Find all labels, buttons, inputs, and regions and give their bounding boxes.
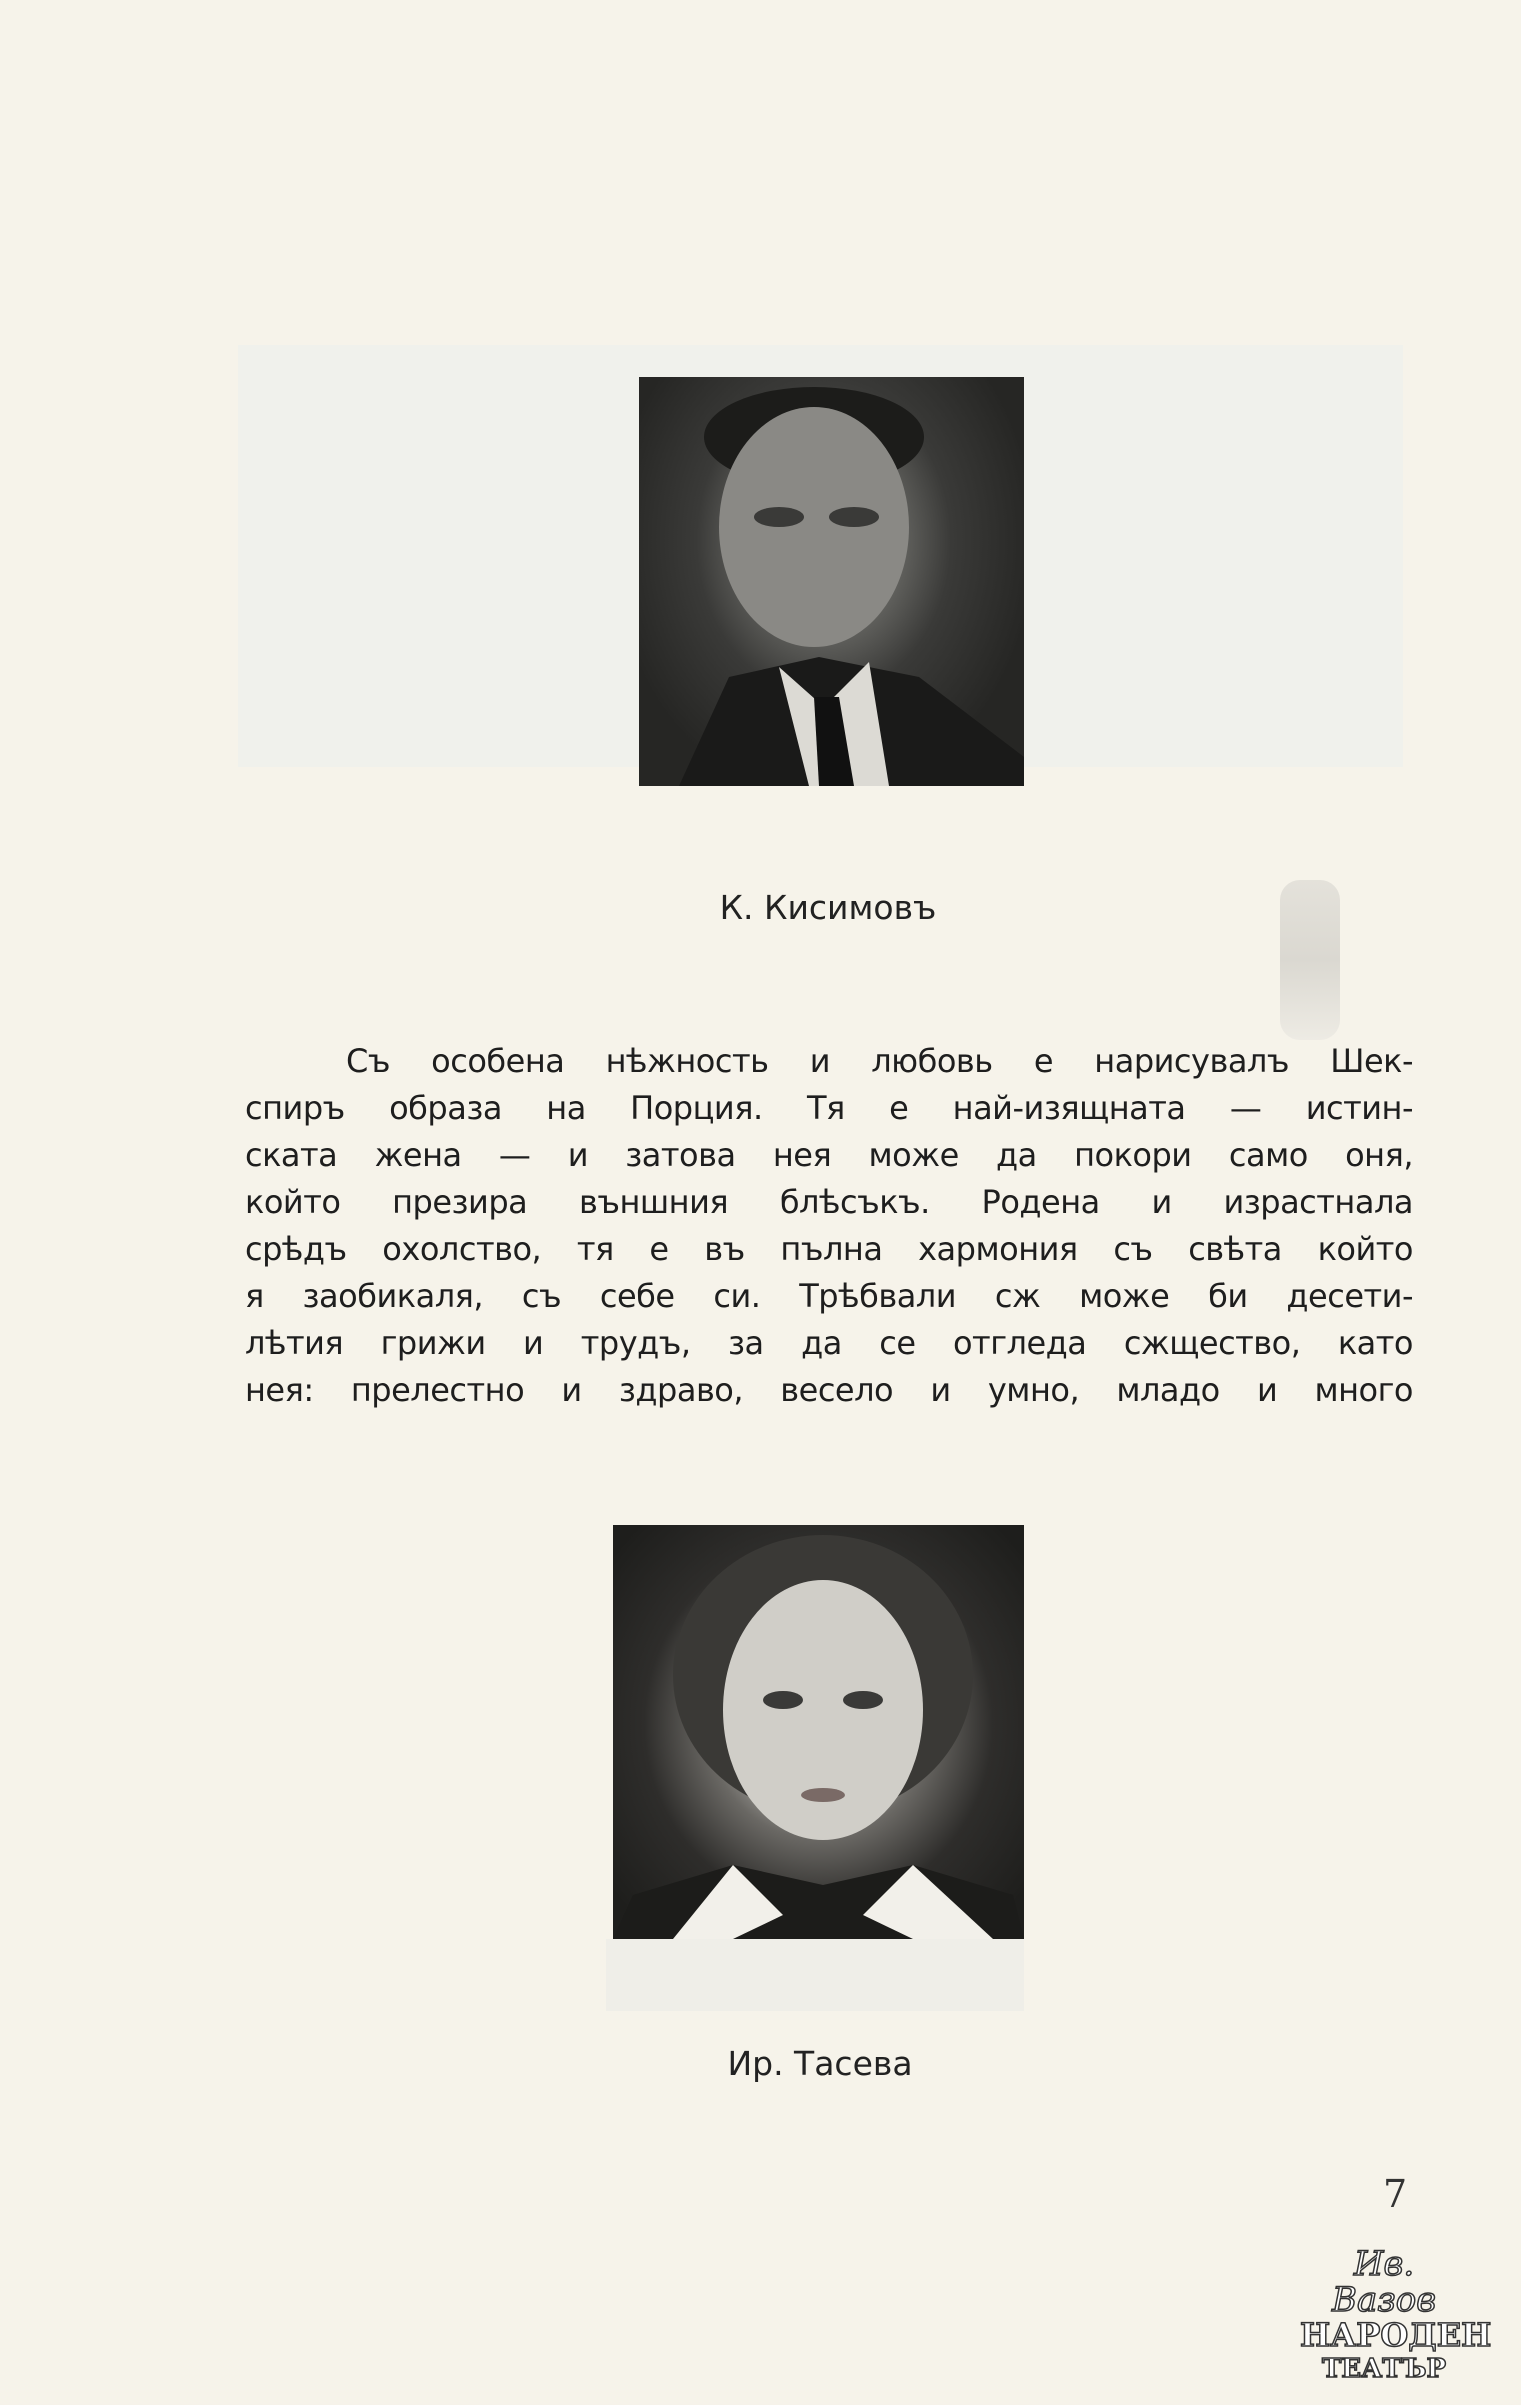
text-line: лѣтия грижи и трудъ, за да се отгледа сжщество, като: [245, 1324, 1413, 1362]
text-line: я заобикаля, съ себе си. Трѣбвали сж може би десети-: [245, 1277, 1413, 1315]
paper-stain: [1280, 880, 1340, 1040]
photo-caption: Ир. Тасева: [727, 2044, 913, 2083]
portrait-taseva-image: [613, 1525, 1024, 1939]
text-line: Съ особена нѣжность и любовь е нарисувалъ Шек-: [346, 1042, 1413, 1080]
text-line: който презира външния блѣсъкъ. Родена и израстнала: [245, 1183, 1413, 1221]
text-line: нея: прелестно и здраво, весело и умно, младо и много: [245, 1371, 1413, 1409]
photo-margin: [606, 1939, 1024, 2011]
national-theatre-logo: [1300, 2244, 1492, 2386]
text-line: ската жена — и затова нея може да покори само оня,: [245, 1136, 1413, 1174]
logo-line-2: ТЕАТЪР: [1321, 2354, 1447, 2384]
text-line: спиръ образа на Порция. Тя е най-изящната — истин-: [245, 1089, 1413, 1127]
logo-signature: Ив. Вазов: [1331, 2244, 1437, 2320]
text-line: срѣдъ охолство, тя е въ пълна хармония съ свѣта който: [245, 1230, 1413, 1268]
portrait-kisimov-image: [639, 377, 1024, 786]
portrait-photo-taseva: [613, 1525, 1024, 1939]
body-paragraph: [245, 1038, 1413, 1414]
page-number: 7: [1383, 2172, 1408, 2216]
logo-line-1: НАРОДЕН: [1300, 2316, 1492, 2354]
portrait-photo-kisimov: [639, 377, 1024, 786]
photo-caption: К. Кисимовъ: [719, 888, 937, 927]
